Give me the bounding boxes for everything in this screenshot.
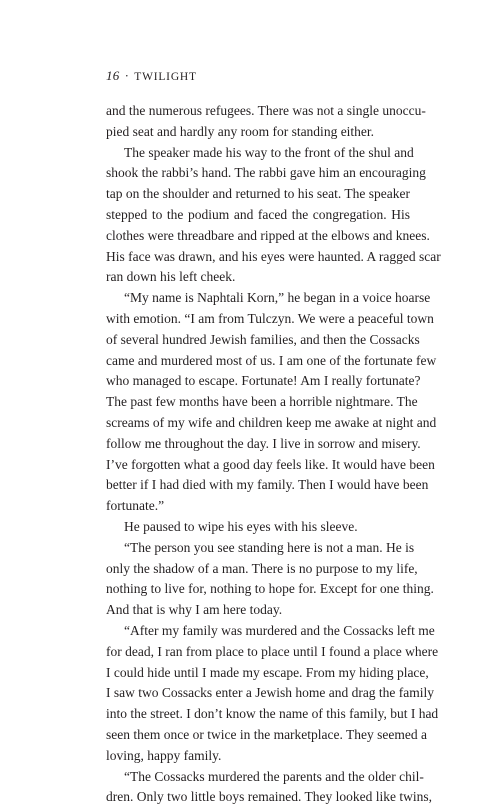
text-line: “After my family was murdered and the Cossacks left me [124,622,435,638]
text-line: The past few months have been a horrible nightmare. The [106,394,418,410]
text-line: I saw two Cossacks enter a Jewish home and drag the family [106,685,435,701]
text-line: pied seat and hardly any room for standing either. [106,123,375,139]
text-line: And that is why I am here today. [106,602,283,618]
text-line: only the shadow of a man. There is no purpose to my life, [106,560,418,576]
text-line: for dead, I ran from place to place until I found a place where [106,643,439,659]
text-line: stepped to the podium and faced the congregation. His [106,206,410,222]
text-line: seen them once or twice in the marketplace. They seemed a [106,726,427,742]
text-line: The speaker made his way to the front of the shul and [124,144,414,160]
book-title: TWILIGHT [134,71,197,83]
text-line: nothing to live for, nothing to hope for. Except for one thing. [106,581,434,597]
text-line: dren. Only two little boys remained. They looked like twins, [106,789,432,805]
text-line: tap on the shoulder and returned to his seat. The speaker [106,186,410,202]
text-line: “My name is Naphtali Korn,” he began in a voice hoarse [124,290,431,306]
text-line: fortunate.” [106,498,165,514]
text-line: into the street. I don’t know the name of this family, but I had [106,706,439,722]
text-line: ran down his left cheek. [106,269,236,285]
page-number: 16 [106,68,120,83]
text-line: “The Cossacks murdered the parents and the older chil- [124,768,424,784]
running-head-separator: · [124,68,130,83]
text-line: screams of my wife and children keep me awake at night and [106,414,437,430]
text-line: “The person you see standing here is not a man. He is [124,539,415,555]
running-head [106,68,197,84]
text-line: clothes were threadbare and ripped at the elbows and knees. [106,227,430,243]
text-line: His face was drawn, and his eyes were haunted. A ragged scar [106,248,441,264]
text-line: came and murdered most of us. I am one of the fortunate few [106,352,437,368]
text-line: with emotion. “I am from Tulczyn. We were a peaceful town [106,310,434,326]
text-line: who managed to escape. Fortunate! Am I really fortunate? [106,373,421,389]
body-text [106,101,441,808]
text-line: better if I had died with my family. Then I would have been [106,477,429,493]
text-line: I could hide until I made my escape. From my hiding place, [106,664,429,680]
text-line: and the numerous refugees. There was not a single unoccu- [106,103,426,118]
text-line: shook the rabbi’s hand. The rabbi gave him an encouraging [106,165,426,181]
text-line: He paused to wipe his eyes with his sleeve. [124,518,358,534]
text-line: of several hundred Jewish families, and then the Cossacks [106,331,420,347]
text-line: loving, happy family. [106,747,222,763]
text-line: follow me throughout the day. I live in sorrow and misery. [106,435,421,451]
text-line: I’ve forgotten what a good day feels like. It would have been [106,456,435,472]
